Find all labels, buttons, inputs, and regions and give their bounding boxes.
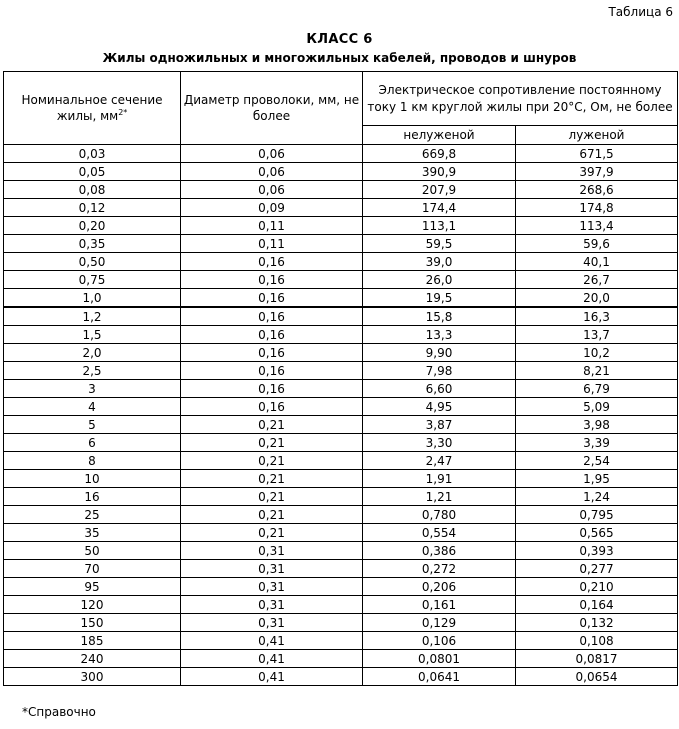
cell-tinned: 0,565	[516, 524, 678, 542]
cell-untinned: 3,87	[363, 416, 516, 434]
cell-diameter: 0,16	[181, 344, 363, 362]
table-row	[4, 578, 678, 596]
cell-diameter: 0,21	[181, 470, 363, 488]
cell-diameter: 0,06	[181, 163, 363, 181]
table-row	[4, 217, 678, 235]
table-row	[4, 596, 678, 614]
cell-tinned: 26,7	[516, 271, 678, 289]
cell-tinned: 10,2	[516, 344, 678, 362]
cell-section: 16	[4, 488, 181, 506]
table-row	[4, 632, 678, 650]
cell-section: 1,5	[4, 326, 181, 344]
cell-section: 5	[4, 416, 181, 434]
table-row	[4, 307, 678, 326]
header-section-text: Номинальное сечение жилы, мм	[21, 93, 163, 123]
cell-diameter: 0,21	[181, 488, 363, 506]
cell-section: 185	[4, 632, 181, 650]
table-row	[4, 650, 678, 668]
cell-tinned: 0,210	[516, 578, 678, 596]
cell-tinned: 1,95	[516, 470, 678, 488]
table-row	[4, 416, 678, 434]
cell-diameter: 0,16	[181, 326, 363, 344]
cell-section: 35	[4, 524, 181, 542]
cell-tinned: 0,0817	[516, 650, 678, 668]
cell-tinned: 397,9	[516, 163, 678, 181]
table-row	[4, 163, 678, 181]
table-subtitle: Жилы одножильных и многожильных кабелей, проводов и шнуров	[102, 51, 577, 65]
cell-untinned: 0,129	[363, 614, 516, 632]
header-section	[4, 72, 181, 145]
cell-diameter: 0,21	[181, 416, 363, 434]
table-row	[4, 145, 678, 163]
cell-untinned: 0,386	[363, 542, 516, 560]
cell-untinned: 0,272	[363, 560, 516, 578]
table-row	[4, 434, 678, 452]
cell-untinned: 4,95	[363, 398, 516, 416]
cell-section: 4	[4, 398, 181, 416]
cell-untinned: 39,0	[363, 253, 516, 271]
resistance-table	[3, 71, 678, 686]
cell-tinned: 1,24	[516, 488, 678, 506]
cell-section: 0,08	[4, 181, 181, 199]
table-row	[4, 524, 678, 542]
cell-section: 10	[4, 470, 181, 488]
cell-section: 95	[4, 578, 181, 596]
header-diameter: Диаметр проволоки, мм, не более	[181, 72, 363, 145]
cell-diameter: 0,06	[181, 145, 363, 163]
cell-diameter: 0,31	[181, 578, 363, 596]
cell-untinned: 390,9	[363, 163, 516, 181]
cell-untinned: 174,4	[363, 199, 516, 217]
cell-tinned: 174,8	[516, 199, 678, 217]
table-row	[4, 470, 678, 488]
table-row	[4, 542, 678, 560]
header-tinned: луженой	[516, 126, 678, 145]
table-row	[4, 362, 678, 380]
cell-untinned: 0,0641	[363, 668, 516, 686]
cell-tinned: 0,795	[516, 506, 678, 524]
cell-diameter: 0,16	[181, 253, 363, 271]
cell-tinned: 0,0654	[516, 668, 678, 686]
cell-tinned: 0,108	[516, 632, 678, 650]
cell-tinned: 8,21	[516, 362, 678, 380]
cell-tinned: 0,132	[516, 614, 678, 632]
cell-untinned: 0,161	[363, 596, 516, 614]
cell-untinned: 207,9	[363, 181, 516, 199]
table-row	[4, 253, 678, 271]
cell-section: 150	[4, 614, 181, 632]
cell-diameter: 0,41	[181, 650, 363, 668]
cell-diameter: 0,21	[181, 434, 363, 452]
cell-tinned: 3,39	[516, 434, 678, 452]
cell-section: 3	[4, 380, 181, 398]
cell-tinned: 0,277	[516, 560, 678, 578]
table-row	[4, 235, 678, 253]
cell-tinned: 20,0	[516, 289, 678, 308]
cell-untinned: 0,780	[363, 506, 516, 524]
cell-untinned: 0,106	[363, 632, 516, 650]
cell-section: 0,35	[4, 235, 181, 253]
cell-diameter: 0,31	[181, 614, 363, 632]
cell-section: 70	[4, 560, 181, 578]
cell-section: 240	[4, 650, 181, 668]
cell-untinned: 9,90	[363, 344, 516, 362]
cell-untinned: 0,0801	[363, 650, 516, 668]
cell-untinned: 1,91	[363, 470, 516, 488]
cell-tinned: 0,164	[516, 596, 678, 614]
cell-section: 300	[4, 668, 181, 686]
cell-untinned: 1,21	[363, 488, 516, 506]
table-row	[4, 199, 678, 217]
cell-untinned: 19,5	[363, 289, 516, 308]
cell-tinned: 2,54	[516, 452, 678, 470]
table-number-label: Таблица 6	[608, 5, 673, 19]
cell-tinned: 13,7	[516, 326, 678, 344]
cell-tinned: 268,6	[516, 181, 678, 199]
cell-section: 0,03	[4, 145, 181, 163]
cell-section: 0,50	[4, 253, 181, 271]
cell-diameter: 0,16	[181, 289, 363, 308]
cell-section: 25	[4, 506, 181, 524]
cell-untinned: 113,1	[363, 217, 516, 235]
table-row	[4, 452, 678, 470]
table-row	[4, 289, 678, 308]
table-row	[4, 488, 678, 506]
cell-section: 0,12	[4, 199, 181, 217]
cell-untinned: 2,47	[363, 452, 516, 470]
cell-diameter: 0,16	[181, 380, 363, 398]
cell-section: 0,20	[4, 217, 181, 235]
table-row	[4, 344, 678, 362]
cell-untinned: 3,30	[363, 434, 516, 452]
footnote: *Справочно	[22, 705, 96, 719]
cell-tinned: 16,3	[516, 307, 678, 326]
cell-section: 1,0	[4, 289, 181, 308]
cell-diameter: 0,16	[181, 398, 363, 416]
cell-section: 0,05	[4, 163, 181, 181]
cell-tinned: 113,4	[516, 217, 678, 235]
table-row	[4, 326, 678, 344]
header-untinned: нелуженой	[363, 126, 516, 145]
cell-untinned: 7,98	[363, 362, 516, 380]
cell-tinned: 671,5	[516, 145, 678, 163]
table-row	[4, 668, 678, 686]
cell-untinned: 6,60	[363, 380, 516, 398]
table-row	[4, 614, 678, 632]
cell-untinned: 0,554	[363, 524, 516, 542]
cell-diameter: 0,41	[181, 632, 363, 650]
cell-tinned: 5,09	[516, 398, 678, 416]
cell-diameter: 0,16	[181, 307, 363, 326]
cell-untinned: 669,8	[363, 145, 516, 163]
cell-untinned: 26,0	[363, 271, 516, 289]
cell-section: 2,5	[4, 362, 181, 380]
cell-diameter: 0,21	[181, 524, 363, 542]
cell-diameter: 0,11	[181, 235, 363, 253]
table-row	[4, 380, 678, 398]
cell-untinned: 15,8	[363, 307, 516, 326]
header-resistance: Электрическое сопротивление постоянному току 1 км круглой жилы при 20°С, Ом, не более	[363, 72, 678, 126]
class-title: КЛАСС 6	[306, 32, 373, 47]
cell-section: 6	[4, 434, 181, 452]
table-row	[4, 181, 678, 199]
cell-tinned: 3,98	[516, 416, 678, 434]
table-body	[4, 145, 678, 686]
cell-diameter: 0,06	[181, 181, 363, 199]
cell-section: 0,75	[4, 271, 181, 289]
cell-diameter: 0,11	[181, 217, 363, 235]
cell-tinned: 0,393	[516, 542, 678, 560]
cell-untinned: 13,3	[363, 326, 516, 344]
cell-tinned: 40,1	[516, 253, 678, 271]
cell-section: 8	[4, 452, 181, 470]
table-row	[4, 398, 678, 416]
cell-tinned: 6,79	[516, 380, 678, 398]
cell-tinned: 59,6	[516, 235, 678, 253]
cell-diameter: 0,31	[181, 596, 363, 614]
cell-diameter: 0,16	[181, 362, 363, 380]
cell-section: 120	[4, 596, 181, 614]
table-row	[4, 271, 678, 289]
cell-section: 2,0	[4, 344, 181, 362]
cell-section: 50	[4, 542, 181, 560]
cell-diameter: 0,16	[181, 271, 363, 289]
cell-diameter: 0,09	[181, 199, 363, 217]
cell-diameter: 0,21	[181, 506, 363, 524]
cell-diameter: 0,31	[181, 542, 363, 560]
cell-diameter: 0,41	[181, 668, 363, 686]
table-row	[4, 506, 678, 524]
cell-diameter: 0,31	[181, 560, 363, 578]
table-row	[4, 560, 678, 578]
cell-untinned: 59,5	[363, 235, 516, 253]
cell-section: 1,2	[4, 307, 181, 326]
cell-untinned: 0,206	[363, 578, 516, 596]
header-section-sup: 2*	[118, 108, 128, 117]
cell-diameter: 0,21	[181, 452, 363, 470]
